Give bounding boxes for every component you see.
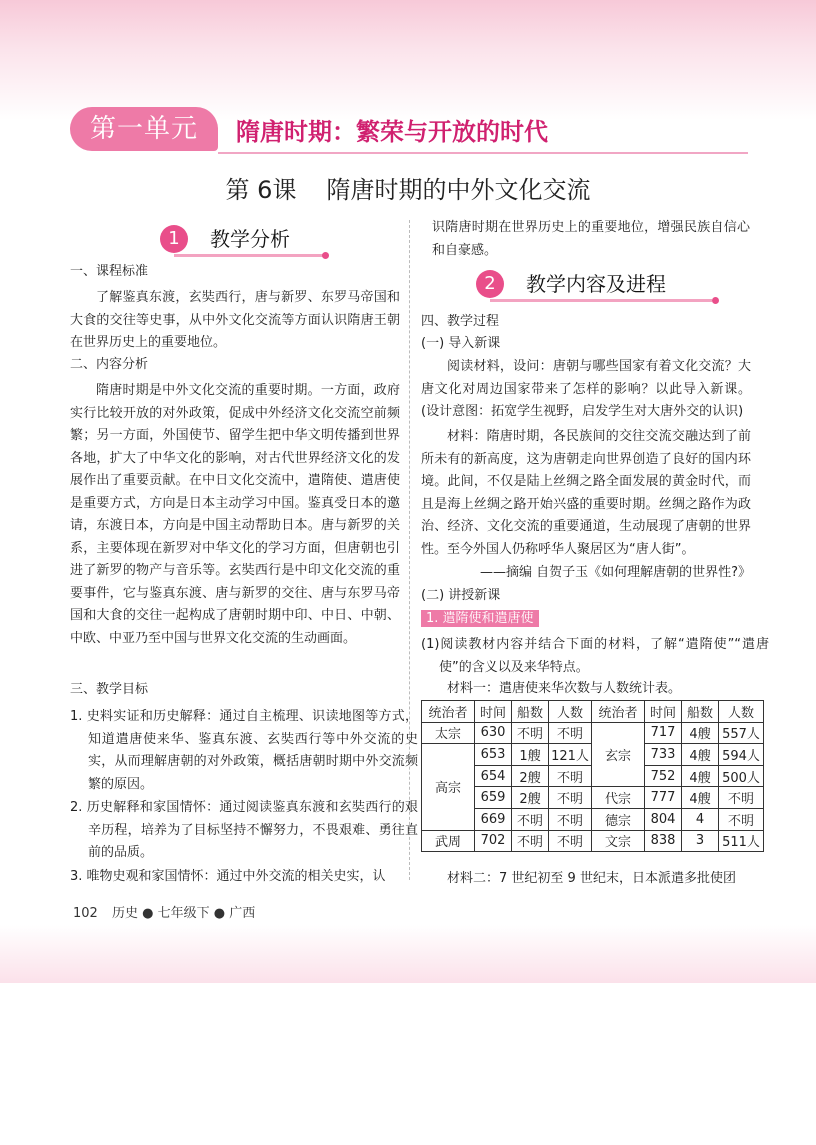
ships-cell: 2艘	[512, 787, 549, 809]
people-cell: 不明	[549, 722, 592, 744]
carry-over-text: 识隋唐时期在世界历史上的重要地位，增强民族自信心和自豪感。	[432, 220, 750, 258]
topic-highlight: 1. 遣隋使和遣唐使	[421, 610, 539, 627]
topic-label	[421, 608, 751, 631]
goal-item: 3. 唯物史观和家国情怀：通过中外交流的相关史实，认	[70, 869, 386, 884]
footer-band	[0, 925, 816, 983]
lecture-heading: (二) 讲授新课	[421, 588, 501, 603]
header-cell: 时间	[475, 701, 512, 723]
year-cell: 669	[475, 808, 512, 830]
year-cell: 777	[645, 787, 682, 809]
footer-region: 广西	[229, 906, 256, 921]
header-cell: 统治者	[422, 701, 475, 723]
unit-title: 隋唐时期：繁荣与开放的时代	[236, 118, 548, 146]
intro-heading: (一) 导入新课	[421, 336, 501, 351]
header-cell: 船数	[512, 701, 549, 723]
ships-cell: 4艘	[682, 765, 719, 787]
section-number: 1	[160, 225, 188, 253]
heading-underline	[490, 299, 712, 302]
bullet-icon: ●	[142, 906, 154, 921]
heading-underline	[174, 254, 324, 257]
header-cell: 人数	[719, 701, 764, 723]
material2-text: 材料二：7 世纪初至 9 世纪末，日本派遣多批使团	[447, 871, 736, 886]
people-cell: 不明	[549, 787, 592, 809]
header-band	[0, 0, 816, 120]
unit-label: 第一单元	[70, 107, 218, 151]
bullet-icon: ●	[213, 906, 226, 921]
ruler-cell: 德宗	[592, 808, 645, 830]
year-cell: 653	[475, 744, 512, 766]
envoy-statistics-table	[421, 700, 764, 852]
year-cell: 630	[475, 722, 512, 744]
section-number: 2	[476, 270, 504, 298]
ships-cell: 4艘	[682, 787, 719, 809]
ruler-cell: 文宗	[592, 830, 645, 852]
section-title: 教学分析	[210, 227, 290, 251]
process-heading: 四、教学过程	[421, 314, 500, 329]
section-heading-process	[476, 268, 722, 302]
ruler-cell: 玄宗	[592, 722, 645, 787]
year-cell: 838	[645, 830, 682, 852]
people-cell: 557人	[719, 722, 764, 744]
ships-cell: 不明	[512, 722, 549, 744]
ships-cell: 2艘	[512, 765, 549, 787]
people-cell: 不明	[549, 808, 592, 830]
table-row	[422, 830, 764, 852]
ruler-cell: 太宗	[422, 722, 475, 744]
year-cell: 733	[645, 744, 682, 766]
ruler-cell: 代宗	[592, 787, 645, 809]
year-cell: 702	[475, 830, 512, 852]
unit-rule	[218, 152, 748, 154]
goal-item: 1. 史料实证和历史解释：通过自主梳理、识读地图等方式，知道遣唐使来华、鉴真东渡、玄奘西行等中外交流的史实，从而理解唐朝的对外政策，概括唐朝时期中外交流频繁的原因。	[70, 709, 418, 792]
year-cell: 654	[475, 765, 512, 787]
people-cell: 不明	[719, 787, 764, 809]
ships-cell: 1艘	[512, 744, 549, 766]
people-cell: 594人	[719, 744, 764, 766]
ships-cell: 4	[682, 808, 719, 830]
content-heading: 二、内容分析	[70, 357, 149, 372]
header-cell: 统治者	[592, 701, 645, 723]
heading-dot	[712, 297, 719, 304]
header-cell: 时间	[645, 701, 682, 723]
footer-grade: 七年级下	[157, 906, 210, 921]
ruler-cell: 武周	[422, 830, 475, 852]
standard-heading: 一、课程标准	[70, 264, 149, 279]
ships-cell: 4艘	[682, 722, 719, 744]
material1-caption: 材料一：遣唐使来华次数与人数统计表。	[447, 681, 682, 696]
ruler-cell: 高宗	[422, 744, 475, 830]
page-footer	[73, 902, 255, 921]
people-cell: 511人	[719, 830, 764, 852]
people-cell: 500人	[719, 765, 764, 787]
ships-cell: 4艘	[682, 744, 719, 766]
lesson-number: 第 6课	[225, 176, 297, 204]
material-source: ——摘编 自贺子玉《如何理解唐朝的世界性?》	[479, 565, 751, 580]
section-heading-analysis	[160, 223, 332, 257]
lesson-name: 隋唐时期的中外文化交流	[326, 176, 591, 204]
ships-cell: 3	[682, 830, 719, 852]
intro-text: 阅读材料，设问：唐朝与哪些国家有着文化交流？大唐文化对周边国家带来了怎样的影响？以此导入新课。(设计意图：拓宽学生视野，启发学生对大唐外交的认识)	[421, 359, 751, 419]
people-cell: 121人	[549, 744, 592, 766]
standard-text: 了解鉴真东渡，玄奘西行，唐与新罗、东罗马帝国和大食的交往等史事，从中外文化交流等方面认识隋唐王朝在世界历史上的重要地位。	[70, 290, 400, 350]
ships-cell: 不明	[512, 808, 549, 830]
content-text: 隋唐时期是中外文化交流的重要时期。一方面，政府实行比较开放的对外政策，促成中外经济文化交流空前频繁；另一方面，外国使节、留学生把中华文明传播到世界各地，扩大了中华文化的影响，对古代世界经济文化的发展作出了重要贡献。在中日文化交流中，遣隋使、遣唐使是重要方式，方向是日本主动学习中国。鉴真受日本的邀请，东渡日本，方向是中国主动帮助日本。唐与新罗的关系，主要体现在新罗对中华文化的学习方面，但唐朝也引进了新罗的物产与音乐等。玄奘西行是中印文化交流的重要事件，它与鉴真东渡、唐与新罗的交往、唐与东罗马帝国和大食的交往一起构成了唐朝时期中印、中日、中朝、中欧、中亚乃至中国与世界文化交流的生动画面。	[70, 383, 400, 646]
lesson-title	[0, 170, 816, 205]
question-text: (1)阅读教材内容并结合下面的材料，了解“遣隋使”“遣唐使”的含义以及来华特点。	[421, 637, 769, 675]
footer-subject: 历史	[111, 906, 138, 921]
year-cell: 804	[645, 808, 682, 830]
goals-heading: 三、教学目标	[70, 682, 149, 697]
people-cell: 不明	[549, 765, 592, 787]
header-cell: 人数	[549, 701, 592, 723]
material-text: 材料：隋唐时期，各民族间的交往交流交融达到了前所未有的新高度，这为唐朝走向世界创造了良好的国内环境。此间，不仅是陆上丝绸之路全面发展的黄金时代，而且是海上丝绸之路开始兴盛的重要时期。丝绸之路作为政治、经济、文化交流的重要通道，生动展现了唐朝的世界性。至今外国人仍称呼华人聚居区为“唐人街”。	[421, 429, 751, 557]
year-cell: 659	[475, 787, 512, 809]
table-row	[422, 722, 764, 744]
ships-cell: 不明	[512, 830, 549, 852]
page-number: 102	[73, 906, 98, 921]
people-cell: 不明	[719, 808, 764, 830]
goal-item: 2. 历史解释和家国情怀：通过阅读鉴真东渡和玄奘西行的艰辛历程，培养为了目标坚持不懈努力，不畏艰难、勇往直前的品质。	[70, 800, 418, 860]
year-cell: 717	[645, 722, 682, 744]
heading-dot	[322, 252, 329, 259]
table-header-row	[422, 701, 764, 723]
header-cell: 船数	[682, 701, 719, 723]
year-cell: 752	[645, 765, 682, 787]
people-cell: 不明	[549, 830, 592, 852]
section-title: 教学内容及进程	[526, 272, 666, 296]
